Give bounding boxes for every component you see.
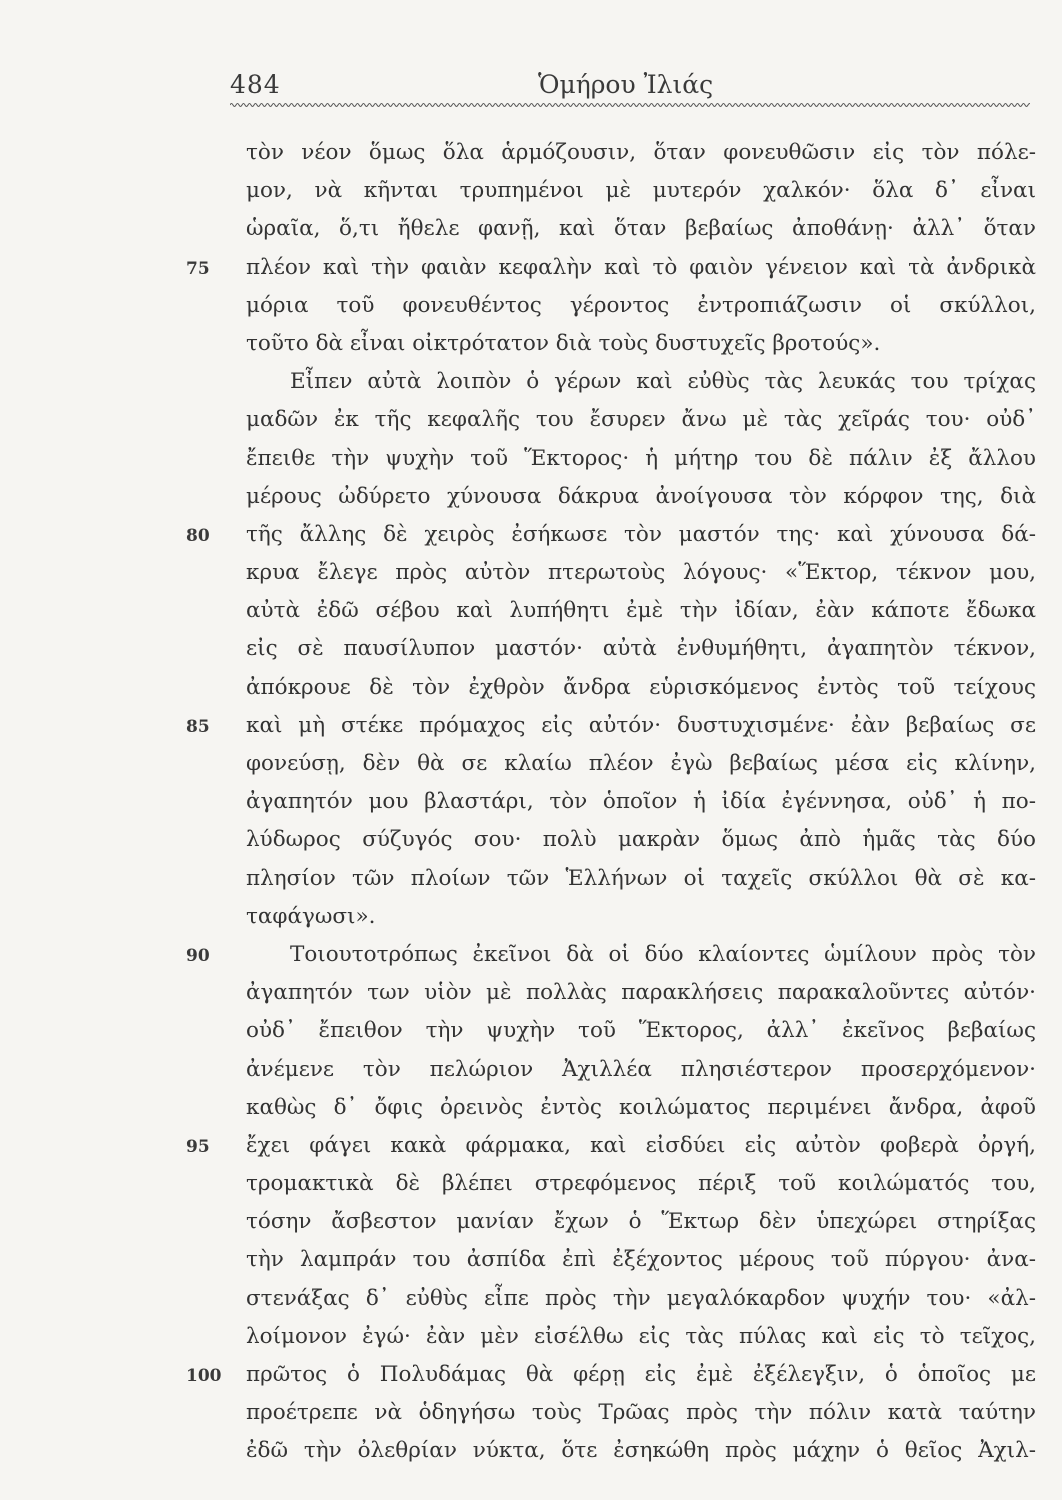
- text-line: [0, 821, 1062, 859]
- line-text: μον, νὰ κῆνται τρυπημένοι μὲ μυτερόν χαλκόν· ὅλα δ᾽ εἶναι: [246, 178, 1036, 204]
- text-line: [0, 745, 1062, 783]
- line-number: 80: [186, 525, 210, 546]
- text-line: [0, 898, 1062, 936]
- text-line: [0, 249, 1062, 287]
- page-header: [230, 62, 1030, 102]
- line-text: Τοιουτοτρόπως ἐκεῖνοι δὰ οἱ δύο κλαίοντες ὡμίλουν πρὸς τὸν: [290, 941, 1036, 967]
- line-text: τὸν νέον ὅμως ὅλα ἁρμόζουσιν, ὅταν φονευθῶσιν εἰς τὸν πόλε-: [246, 140, 1036, 165]
- line-text: πλησίον τῶν πλοίων τῶν Ἑλλήνων οἱ ταχεῖς σκύλλοι θὰ σὲ κα-: [246, 865, 1036, 891]
- text-line: [0, 669, 1062, 707]
- line-text: μέρους ὠδύρετο χύνουσα δάκρυα ἀνοίγουσα τὸν κόρφον της, διὰ: [246, 483, 1036, 509]
- text-line: [0, 516, 1062, 554]
- line-text: ἀγαπητόν μου βλαστάρι, τὸν ὁποῖον ἡ ἰδία ἐγέννησα, οὐδ᾽ ἡ πο-: [246, 789, 1036, 815]
- line-number: 85: [186, 716, 210, 737]
- line-text: τρομακτικὰ δὲ βλέπει στρεφόμενος πέριξ τοῦ κοιλώματός του,: [246, 1171, 1036, 1197]
- text-line: [0, 325, 1062, 363]
- line-text: ἀγαπητόν των υἱὸν μὲ πολλὰς παρακλήσεις παρακαλοῦντες αὐτόν·: [246, 980, 1036, 1006]
- line-text: καθὼς δ᾽ ὄφις ὀρεινὸς ἐντὸς κοιλώματος περιμένει ἄνδρα, ἀφοῦ: [246, 1094, 1036, 1120]
- line-text: οὐδ᾽ ἔπειθον τὴν ψυχὴν τοῦ Ἕκτορος, ἀλλ᾽ ἐκεῖνος βεβαίως: [246, 1018, 1036, 1044]
- text-line: [0, 1165, 1062, 1203]
- line-text: ἔπειθε τὴν ψυχὴν τοῦ Ἕκτορος· ἡ μήτηρ του δὲ πάλιν ἐξ ἄλλου: [246, 445, 1036, 471]
- text-body: [0, 134, 1062, 1471]
- text-line: [0, 1127, 1062, 1165]
- text-line: [0, 172, 1062, 210]
- text-line: [0, 974, 1062, 1012]
- text-line: [0, 1203, 1062, 1241]
- line-text: λοίμονον ἐγώ· ἐὰν μὲν εἰσέλθω εἰς τὰς πύλας καὶ εἰς τὸ τεῖχος,: [246, 1323, 1036, 1349]
- line-text: στενάξας δ᾽ εὐθὺς εἶπε πρὸς τὴν μεγαλόκαρδον ψυχήν του· «ἀλ-: [246, 1285, 1036, 1311]
- line-text: αὐτὰ ἐδῶ σέβου καὶ λυπήθητι ἐμὲ τὴν ἰδίαν, ἐὰν κάποτε ἔδωκα: [246, 598, 1036, 624]
- line-text: καὶ μὴ στέκε πρόμαχος εἰς αὐτόν· δυστυχισμένε· ἐὰν βεβαίως σε: [246, 712, 1036, 738]
- text-line: [0, 783, 1062, 821]
- line-text: φονεύσῃ, δὲν θὰ σε κλαίω πλέον ἐγὼ βεβαίως μέσα εἰς κλίνην,: [246, 751, 1036, 776]
- line-text: τῆς ἄλλης δὲ χειρὸς ἐσήκωσε τὸν μαστόν της· καὶ χύνουσα δά-: [246, 521, 1036, 547]
- running-title: Ὁμήρου Ἰλιάς: [538, 70, 714, 99]
- text-line: [0, 1394, 1062, 1432]
- text-line: [0, 401, 1062, 439]
- text-line: [0, 1241, 1062, 1279]
- line-text: ἔχει φάγει κακὰ φάρμακα, καὶ εἰσδύει εἰς αὐτὸν φοβερὰ ὀργή,: [246, 1132, 1036, 1158]
- line-text: τοῦτο δὰ εἶναι οἰκτρότατον διὰ τοὺς δυστυχεῖς βροτούς».: [246, 330, 881, 356]
- text-line: [0, 478, 1062, 516]
- text-line: [0, 554, 1062, 592]
- text-line: [0, 1012, 1062, 1050]
- text-line: [0, 936, 1062, 974]
- text-line: [0, 707, 1062, 745]
- text-line: [0, 1318, 1062, 1356]
- line-number: 100: [186, 1366, 222, 1386]
- line-text: μόρια τοῦ φονευθέντος γέροντος ἐντροπιάζωσιν οἱ σκύλλοι,: [246, 292, 1036, 318]
- line-text: πρῶτος ὁ Πολυδάμας θὰ φέρῃ εἰς ἐμὲ ἐξέλεγξιν, ὁ ὁποῖος με: [246, 1362, 1036, 1387]
- line-text: τὴν λαμπράν του ἀσπίδα ἐπὶ ἐξέχοντος μέρους τοῦ πύργου· ἀνα-: [246, 1247, 1036, 1273]
- line-text: ἀνέμενε τὸν πελώριον Ἀχιλλέα πλησιέστερον προσερχόμενον·: [246, 1056, 1036, 1082]
- line-text: εἰς σὲ παυσίλυπον μαστόν· αὐτὰ ἐνθυμήθητι, ἀγαπητὸν τέκνον,: [246, 636, 1036, 662]
- header-wavy-rule: [230, 100, 1030, 110]
- text-line: [0, 440, 1062, 478]
- page-number: 484: [230, 70, 281, 99]
- line-text: ταφάγωσι».: [246, 903, 376, 929]
- text-line: [0, 860, 1062, 898]
- line-text: μαδῶν ἐκ τῆς κεφαλῆς του ἔσυρεν ἄνω μὲ τὰς χεῖράς του· οὐδ᾽: [246, 407, 1036, 433]
- line-text: ὡραῖα, ὅ,τι ἤθελε φανῇ, καὶ ὅταν βεβαίως ἀποθάνῃ· ἀλλ᾽ ὅταν: [246, 216, 1036, 242]
- line-text: Εἶπεν αὐτὰ λοιπὸν ὁ γέρων καὶ εὐθὺς τὰς λευκάς του τρίχας: [290, 369, 1036, 395]
- line-text: προέτρεπε νὰ ὁδηγήσω τοὺς Τρῶας πρὸς τὴν πόλιν κατὰ ταύτην: [246, 1400, 1036, 1426]
- text-line: [0, 1356, 1062, 1394]
- line-text: λύδωρος σύζυγός σου· πολὺ μακρὰν ὅμως ἀπὸ ἡμᾶς τὰς δύο: [246, 827, 1036, 853]
- text-line: [0, 592, 1062, 630]
- text-line: [0, 210, 1062, 248]
- line-text: πλέον καὶ τὴν φαιὰν κεφαλὴν καὶ τὸ φαιὸν γένειον καὶ τὰ ἀνδρικὰ: [246, 254, 1036, 280]
- text-line: [0, 1051, 1062, 1089]
- line-text: ἀπόκρουε δὲ τὸν ἐχθρὸν ἄνδρα εὑρισκόμενος ἐντὸς τοῦ τείχους: [246, 674, 1036, 700]
- text-line: [0, 287, 1062, 325]
- text-line: [0, 363, 1062, 401]
- text-line: [0, 1089, 1062, 1127]
- line-number: 75: [186, 258, 210, 279]
- text-line: [0, 1432, 1062, 1470]
- text-line: [0, 1280, 1062, 1318]
- line-number: 95: [186, 1136, 210, 1157]
- text-line: [0, 134, 1062, 172]
- line-number: 90: [186, 945, 210, 966]
- line-text: κρυα ἔλεγε πρὸς αὐτὸν πτερωτοὺς λόγους· «Ἕκτορ, τέκνον μου,: [246, 560, 1036, 586]
- line-text: ἐδῶ τὴν ὀλεθρίαν νύκτα, ὅτε ἐσηκώθη πρὸς μάχην ὁ θεῖος Ἀχιλ-: [246, 1438, 1036, 1464]
- line-text: τόσην ἄσβεστον μανίαν ἔχων ὁ Ἕκτωρ δὲν ὑπεχώρει στηρίξας: [246, 1209, 1036, 1235]
- text-line: [0, 630, 1062, 668]
